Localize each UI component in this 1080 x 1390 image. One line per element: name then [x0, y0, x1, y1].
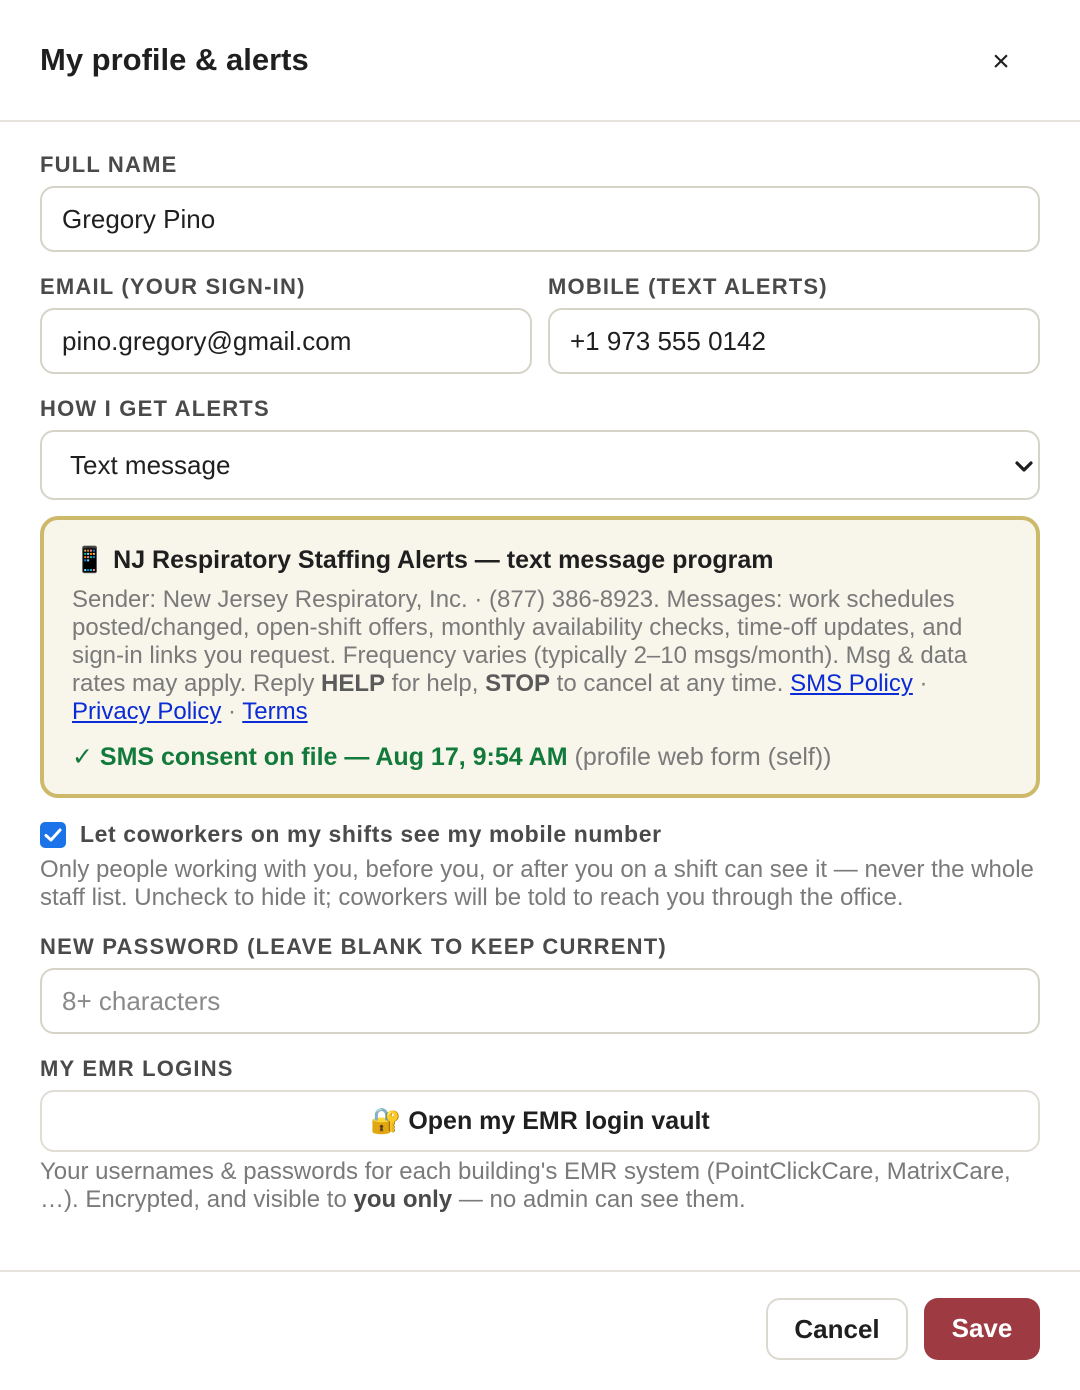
- help-keyword: HELP: [321, 670, 386, 697]
- sms-program-title-text: NJ Respiratory Staffing Alerts — text message program: [113, 546, 774, 574]
- password-label: NEW PASSWORD (LEAVE BLANK TO KEEP CURRENT): [40, 934, 667, 959]
- sms-program-details: [72, 586, 1012, 726]
- mobile-input[interactable]: +1 973 555 0142: [548, 308, 1040, 374]
- consent-on-file: ✓ SMS consent on file — Aug 17, 9:54 AM: [72, 743, 568, 771]
- sms-program-notice: [40, 516, 1040, 798]
- link-separator: ·: [912, 670, 928, 697]
- checkmark-icon: [43, 825, 63, 845]
- email-input[interactable]: pino.gregory@gmail.com: [40, 308, 532, 374]
- consent-source: (profile web form (self)): [574, 743, 832, 771]
- sms-policy-link[interactable]: SMS Policy: [790, 670, 913, 697]
- save-button[interactable]: Save: [924, 1298, 1040, 1360]
- emr-logins-label: MY EMR LOGINS: [40, 1056, 234, 1081]
- mobile-label: MOBILE (TEXT ALERTS): [548, 274, 828, 299]
- emr-help-emphasis: you only: [353, 1186, 453, 1213]
- alerts-method-label: HOW I GET ALERTS: [40, 396, 270, 421]
- privacy-policy-link[interactable]: Privacy Policy: [72, 698, 222, 725]
- emr-help-text-2: — no admin can see them.: [452, 1186, 746, 1213]
- chevron-down-icon: [1012, 454, 1036, 478]
- full-name-input[interactable]: Gregory Pino: [40, 186, 1040, 252]
- full-name-label: FULL NAME: [40, 152, 178, 177]
- sms-consent-status: [72, 742, 832, 772]
- share-mobile-help: Only people working with you, before you, or after you on a shift can see it — never the whole staff list. Uncheck to hide it; coworkers will be told to reach you through the office.: [40, 856, 1034, 911]
- sms-details-text-2: for help,: [385, 670, 486, 697]
- link-separator: ·: [221, 698, 243, 725]
- cancel-button[interactable]: Cancel: [766, 1298, 908, 1360]
- open-emr-vault-label: Open my EMR login vault: [408, 1107, 710, 1135]
- mobile-phone-icon: 📱: [74, 546, 106, 574]
- emr-help-text-1: Your usernames & passwords for each building's EMR system (PointClickCare, MatrixCare, …). Encrypted, and visible to: [40, 1158, 1011, 1213]
- stop-keyword: STOP: [485, 670, 550, 697]
- alerts-method-value: Text message: [70, 450, 231, 480]
- close-icon[interactable]: ×: [992, 45, 1010, 78]
- modal-title: My profile & alerts: [40, 42, 309, 77]
- lock-with-key-icon: 🔐: [370, 1107, 402, 1135]
- share-mobile-label[interactable]: Let coworkers on my shifts see my mobile number: [80, 821, 662, 847]
- sms-details-text-3: to cancel at any time.: [550, 670, 791, 697]
- share-mobile-checkbox[interactable]: [40, 822, 66, 848]
- password-input[interactable]: 8+ characters: [40, 968, 1040, 1034]
- email-label: EMAIL (YOUR SIGN-IN): [40, 274, 306, 299]
- open-emr-vault-button[interactable]: [40, 1090, 1040, 1152]
- modal-header: [0, 0, 1080, 122]
- emr-vault-help: [40, 1158, 1040, 1214]
- sms-details-text-1: Sender: New Jersey Respiratory, Inc. · (877) 386-8923. Messages: work schedules posted/changed, open-shift offers, monthly availability checks, time-off updates, and sign-in links you request. Frequency varies (typically 2–10 msgs/month). Msg & data rates may apply. Reply: [72, 586, 968, 697]
- alerts-method-select[interactable]: [40, 430, 1040, 500]
- terms-link[interactable]: Terms: [242, 698, 308, 725]
- sms-program-title: [74, 546, 774, 575]
- modal-footer: [0, 1270, 1080, 1390]
